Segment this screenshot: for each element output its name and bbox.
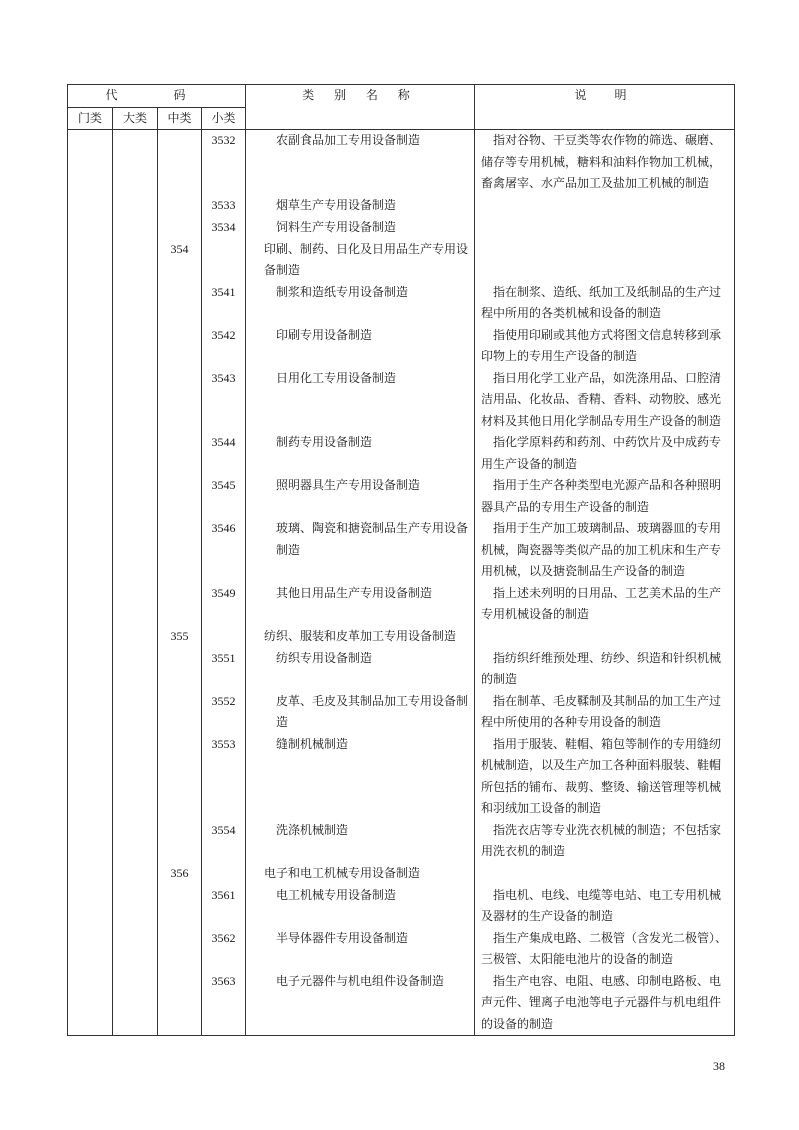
cell-men [68,734,113,820]
cell-xiao-code [202,971,246,1036]
table-row [68,971,735,1036]
cell-category-name [246,432,475,475]
cell-description [475,583,735,626]
cell-men [68,475,113,518]
cell-category-name [246,626,475,648]
header-men: 门类 [68,107,113,130]
cell-category-name [246,195,475,217]
cell-da [113,239,158,282]
cell-zhong-code [158,863,202,885]
cell-men [68,368,113,433]
cell-da [113,475,158,518]
cell-zhong-code [158,691,202,734]
cell-xiao-code-text: 3553 [211,736,236,751]
cell-xiao-code-text: 3546 [211,521,236,535]
cell-description [475,885,735,928]
cell-description [475,432,735,475]
cell-category-name-text: 制浆和造纸专用设备制造 [276,284,409,299]
cell-description-text: 指用于生产加工玻璃制品、玻璃器皿的专用机械，陶瓷器等类似产品的加工机床和生产专用机械，以及搪瓷制品生产设备的制造 [481,521,722,578]
cell-category-name [246,282,475,325]
cell-description [475,691,735,734]
header-da: 大类 [113,107,158,130]
cell-men [68,217,113,239]
cell-zhong-code [158,282,202,325]
table-row [68,928,735,971]
cell-description [475,518,735,583]
cell-zhong-code [158,368,202,433]
cell-description [475,971,735,1036]
cell-xiao-code [202,863,246,885]
cell-zhong-code [158,820,202,863]
cell-xiao-code-text: 3554 [211,822,236,837]
cell-xiao-code-text: 3561 [211,887,236,902]
table-row [68,518,735,583]
cell-description [475,282,735,325]
cell-men [68,130,113,195]
table-row [68,130,735,195]
cell-description-text: 指生产电容、电阻、电感、印制电路板、电声元件、锂离子电池等电子元器件与机电组件的设备的制造 [481,973,722,1031]
cell-da [113,195,158,217]
table-row [68,475,735,518]
cell-da [113,626,158,648]
cell-men [68,626,113,648]
cell-category-name-text: 纺织专用设备制造 [276,650,373,665]
cell-xiao-code [202,368,246,433]
page-number: 38 [713,1059,725,1073]
cell-description-text: 指化学原料药和药剂、中药饮片及中成药专用生产设备的制造 [481,435,722,471]
cell-description [475,217,735,239]
cell-xiao-code [202,518,246,583]
table-body [68,130,735,1036]
cell-xiao-code-text: 3551 [211,650,236,665]
cell-zhong-code [158,734,202,820]
cell-zhong-code [158,239,202,282]
cell-men [68,518,113,583]
cell-description-text: 指洗衣店等专业洗衣机械的制造；不包括家用洗衣机的制造 [481,822,722,858]
header-desc: 说 明 [475,85,735,130]
cell-category-name-text: 电子元器件与机电组件设备制造 [276,973,445,988]
cell-xiao-code-text: 3545 [211,478,236,492]
cell-description [475,863,735,885]
cell-description-text: 指生产集成电路、二极管（含发光二极管）、三极管、太阳能电池片的设备的制造 [481,930,728,966]
cell-category-name [246,691,475,734]
cell-da [113,971,158,1036]
cell-men [68,885,113,928]
table-row [68,368,735,433]
header-name: 类 别 名 称 [246,85,475,130]
cell-category-name-text: 纺织、服装和皮革加工专用设备制造 [264,628,457,643]
cell-description-text: 指在制革、毛皮鞣制及其制品的加工生产过程中所使用的各种专用设备的制造 [481,693,722,729]
cell-xiao-code [202,282,246,325]
cell-zhong-code [158,432,202,475]
cell-xiao-code [202,648,246,691]
cell-xiao-code [202,691,246,734]
cell-description [475,648,735,691]
cell-category-name [246,475,475,518]
cell-category-name-text: 制药专用设备制造 [276,435,373,449]
cell-xiao-code-text: 3541 [211,284,236,299]
cell-category-name-text: 洗涤机械制造 [276,822,349,837]
table-row [68,583,735,626]
cell-description-text: 指纺织纤维预处理、纺纱、织造和针织机械的制造 [481,650,722,686]
cell-category-name-text: 印刷、制药、日化及日用品生产专用设备制造 [264,241,469,277]
cell-zhong-code [158,518,202,583]
cell-category-name-text: 印刷专用设备制造 [276,327,373,342]
cell-category-name-text: 玻璃、陶瓷和搪瓷制品生产专用设备制造 [276,521,469,557]
header-code: 代 码 [68,85,246,108]
table-row [68,282,735,325]
cell-category-name [246,130,475,195]
cell-category-name [246,648,475,691]
cell-zhong-code-text: 356 [170,865,189,880]
cell-category-name-text: 照明器具生产专用设备制造 [276,478,421,492]
cell-xiao-code-text: 3544 [211,435,236,449]
cell-category-name [246,368,475,433]
table-row [68,217,735,239]
cell-category-name-text: 半导体器件专用设备制造 [276,930,409,945]
table-row [68,195,735,217]
cell-da [113,928,158,971]
cell-description-text: 指日用化学工业产品，如洗涤用品、口腔清洁用品、化妆品、香精、香料、动物胶、感光材料及其他日用化学制品专用生产设备的制造 [481,370,722,428]
cell-men [68,195,113,217]
cell-category-name-text: 其他日用品生产专用设备制造 [276,585,433,600]
cell-xiao-code-text: 3542 [211,327,236,342]
cell-xiao-code [202,885,246,928]
cell-zhong-code [158,217,202,239]
cell-da [113,648,158,691]
cell-category-name [246,325,475,368]
cell-category-name-text: 电子和电工机械专用设备制造 [264,865,421,880]
cell-xiao-code [202,820,246,863]
cell-zhong-code [158,195,202,217]
cell-zhong-code [158,648,202,691]
cell-da [113,863,158,885]
cell-category-name-text: 电工机械专用设备制造 [276,887,397,902]
cell-category-name [246,734,475,820]
cell-description-text: 指用于生产各种类型电光源产品和各种照明器具产品的专用生产设备的制造 [481,478,722,514]
cell-men [68,863,113,885]
table-row [68,691,735,734]
cell-xiao-code [202,239,246,282]
cell-category-name [246,928,475,971]
table-row [68,325,735,368]
cell-category-name [246,971,475,1036]
cell-category-name [246,863,475,885]
cell-men [68,325,113,368]
cell-description [475,820,735,863]
cell-category-name [246,217,475,239]
cell-category-name-text: 烟草生产专用设备制造 [276,197,397,212]
cell-category-name [246,239,475,282]
cell-description [475,475,735,518]
cell-men [68,648,113,691]
cell-xiao-code-text: 3549 [211,585,236,600]
cell-men [68,583,113,626]
table-row [68,885,735,928]
cell-da [113,583,158,626]
cell-da [113,130,158,195]
cell-xiao-code-text: 3562 [211,930,236,945]
cell-xiao-code [202,325,246,368]
cell-description [475,368,735,433]
cell-description [475,130,735,195]
cell-zhong-code [158,130,202,195]
cell-da [113,518,158,583]
cell-category-name-text: 饲料生产专用设备制造 [276,219,397,234]
table-row [68,626,735,648]
cell-description [475,195,735,217]
cell-description-text: 指使用印刷或其他方式将图文信息转移到承印物上的专用生产设备的制造 [481,327,722,363]
cell-description-text: 指电机、电线、电缆等电站、电工专用机械及器材的生产设备的制造 [481,887,722,923]
cell-da [113,820,158,863]
cell-zhong-code [158,475,202,518]
cell-men [68,691,113,734]
cell-xiao-code [202,195,246,217]
cell-men [68,820,113,863]
cell-zhong-code [158,626,202,648]
cell-da [113,691,158,734]
cell-zhong-code [158,583,202,626]
cell-description [475,928,735,971]
table-row [68,239,735,282]
cell-men [68,971,113,1036]
cell-zhong-code [158,928,202,971]
table-row [68,863,735,885]
cell-men [68,239,113,282]
cell-category-name-text: 农副食品加工专用设备制造 [276,133,421,147]
header-zhong: 中类 [158,107,202,130]
cell-da [113,368,158,433]
cell-xiao-code-text: 3534 [211,219,236,234]
cell-da [113,282,158,325]
cell-xiao-code [202,928,246,971]
cell-description-text: 指上述未列明的日用品、工艺美术品的生产专用机械设备的制造 [481,585,722,621]
cell-xiao-code [202,130,246,195]
cell-category-name [246,583,475,626]
cell-description [475,734,735,820]
cell-description-text: 指在制浆、造纸、纸加工及纸制品的生产过程中所用的各类机械和设备的制造 [481,284,722,320]
table-row [68,432,735,475]
cell-da [113,885,158,928]
cell-xiao-code-text: 3552 [211,693,236,708]
cell-xiao-code [202,217,246,239]
cell-description [475,239,735,282]
table-row [68,648,735,691]
cell-xiao-code [202,432,246,475]
cell-zhong-code [158,325,202,368]
cell-xiao-code-text: 3533 [211,197,236,212]
cell-xiao-code-text: 3543 [211,370,236,385]
cell-category-name-text: 皮革、毛皮及其制品加工专用设备制造 [276,693,469,729]
cell-zhong-code [158,971,202,1036]
cell-men [68,432,113,475]
cell-description [475,626,735,648]
cell-category-name-text: 缝制机械制造 [276,736,349,751]
cell-zhong-code-text: 354 [170,241,189,256]
cell-men [68,282,113,325]
cell-da [113,217,158,239]
cell-category-name [246,518,475,583]
cell-category-name-text: 日用化工专用设备制造 [276,370,397,385]
table-row [68,734,735,820]
cell-xiao-code [202,583,246,626]
cell-zhong-code [158,885,202,928]
cell-men [68,928,113,971]
cell-da [113,734,158,820]
cell-xiao-code [202,626,246,648]
cell-xiao-code-text: 3532 [211,133,236,147]
cell-da [113,432,158,475]
header-xiao: 小类 [202,107,246,130]
cell-zhong-code-text: 355 [170,628,189,643]
cell-xiao-code-text: 3563 [211,973,236,988]
cell-description-text: 指对谷物、干豆类等农作物的筛选、碾磨、储存等专用机械，糖料和油料作物加工机械，畜禽屠宰、水产品加工及盐加工机械的制造 [481,133,722,190]
cell-category-name [246,820,475,863]
classification-table [67,84,735,1036]
cell-xiao-code [202,475,246,518]
cell-description-text: 指用于服装、鞋帽、箱包等制作的专用缝纫机械制造，以及生产加工各种面料服装、鞋帽所包括的铺布、裁剪、整烫、输送管理等机械和羽绒加工设备的制造 [481,736,722,815]
cell-description [475,325,735,368]
cell-xiao-code [202,734,246,820]
cell-category-name [246,885,475,928]
cell-da [113,325,158,368]
table-row [68,820,735,863]
